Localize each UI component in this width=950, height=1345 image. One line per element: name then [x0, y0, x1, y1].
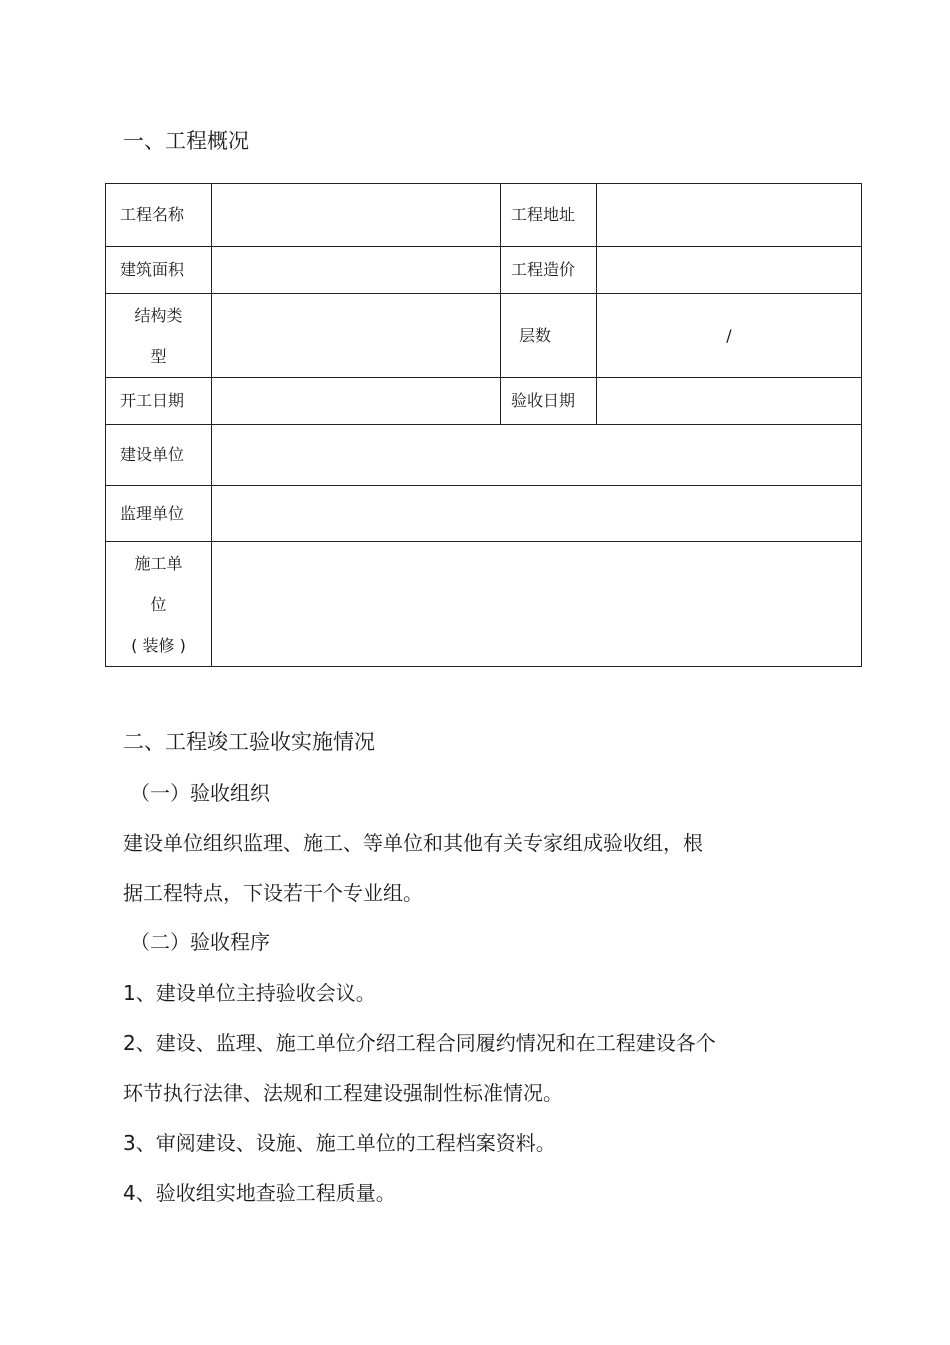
procedure-item-2-line1: 2、建设、监理、施工单位介绍工程合同履约情况和在工程建设各个	[123, 1031, 716, 1055]
paragraph-organization-line2: 据工程特点，下设若干个专业组。	[123, 881, 423, 905]
label-developer: 建设单位	[106, 425, 212, 486]
section-1-title: 一、工程概况	[123, 129, 249, 153]
table-row	[106, 294, 862, 378]
value-project-cost[interactable]	[597, 247, 862, 294]
paragraph-organization-line1: 建设单位组织监理、施工、等单位和其他有关专家组成验收组，根	[123, 831, 703, 855]
label-structure-type-line1: 结构类	[134, 305, 183, 325]
value-project-name[interactable]	[212, 184, 501, 247]
label-supervisor: 监理单位	[106, 486, 212, 542]
procedure-item-2-line2: 环节执行法律、法规和工程建设强制性标准情况。	[123, 1081, 563, 1105]
value-start-date[interactable]	[212, 378, 501, 425]
table-row	[106, 425, 862, 486]
procedure-item-3: 3、审阅建设、设施、施工单位的工程档案资料。	[123, 1131, 556, 1155]
table-row	[106, 378, 862, 425]
label-project-cost: 工程造价	[501, 247, 597, 294]
value-building-area[interactable]	[212, 247, 501, 294]
table-row	[106, 247, 862, 294]
label-contractor-line2: 位	[150, 594, 167, 614]
label-structure-type-line2: 型	[150, 346, 167, 366]
table-row	[106, 184, 862, 247]
procedure-item-4: 4、验收组实地查验工程质量。	[123, 1181, 396, 1205]
value-contractor[interactable]	[212, 542, 862, 667]
value-developer[interactable]	[212, 425, 862, 486]
label-contractor-line1: 施工单	[134, 553, 183, 573]
value-supervisor[interactable]	[212, 486, 862, 542]
section-2-title: 二、工程竣工验收实施情况	[123, 730, 375, 754]
value-acceptance-date[interactable]	[597, 378, 862, 425]
label-contractor	[106, 542, 212, 667]
value-floors[interactable]: /	[597, 294, 862, 378]
label-acceptance-date: 验收日期	[501, 378, 597, 425]
value-structure-type[interactable]	[212, 294, 501, 378]
subsection-acceptance-procedure: （二）验收程序	[130, 930, 270, 954]
label-project-name: 工程名称	[106, 184, 212, 247]
table-row	[106, 542, 862, 667]
label-floors: 层数	[501, 294, 597, 378]
project-info-table	[105, 183, 862, 667]
value-project-address[interactable]	[597, 184, 862, 247]
label-start-date: 开工日期	[106, 378, 212, 425]
label-project-address: 工程地址	[501, 184, 597, 247]
label-structure-type	[106, 294, 212, 378]
label-contractor-line3: ( 装修 )	[131, 635, 186, 655]
subsection-acceptance-organization: （一）验收组织	[130, 781, 270, 805]
table-row	[106, 486, 862, 542]
procedure-item-1: 1、建设单位主持验收会议。	[123, 981, 376, 1005]
label-building-area: 建筑面积	[106, 247, 212, 294]
